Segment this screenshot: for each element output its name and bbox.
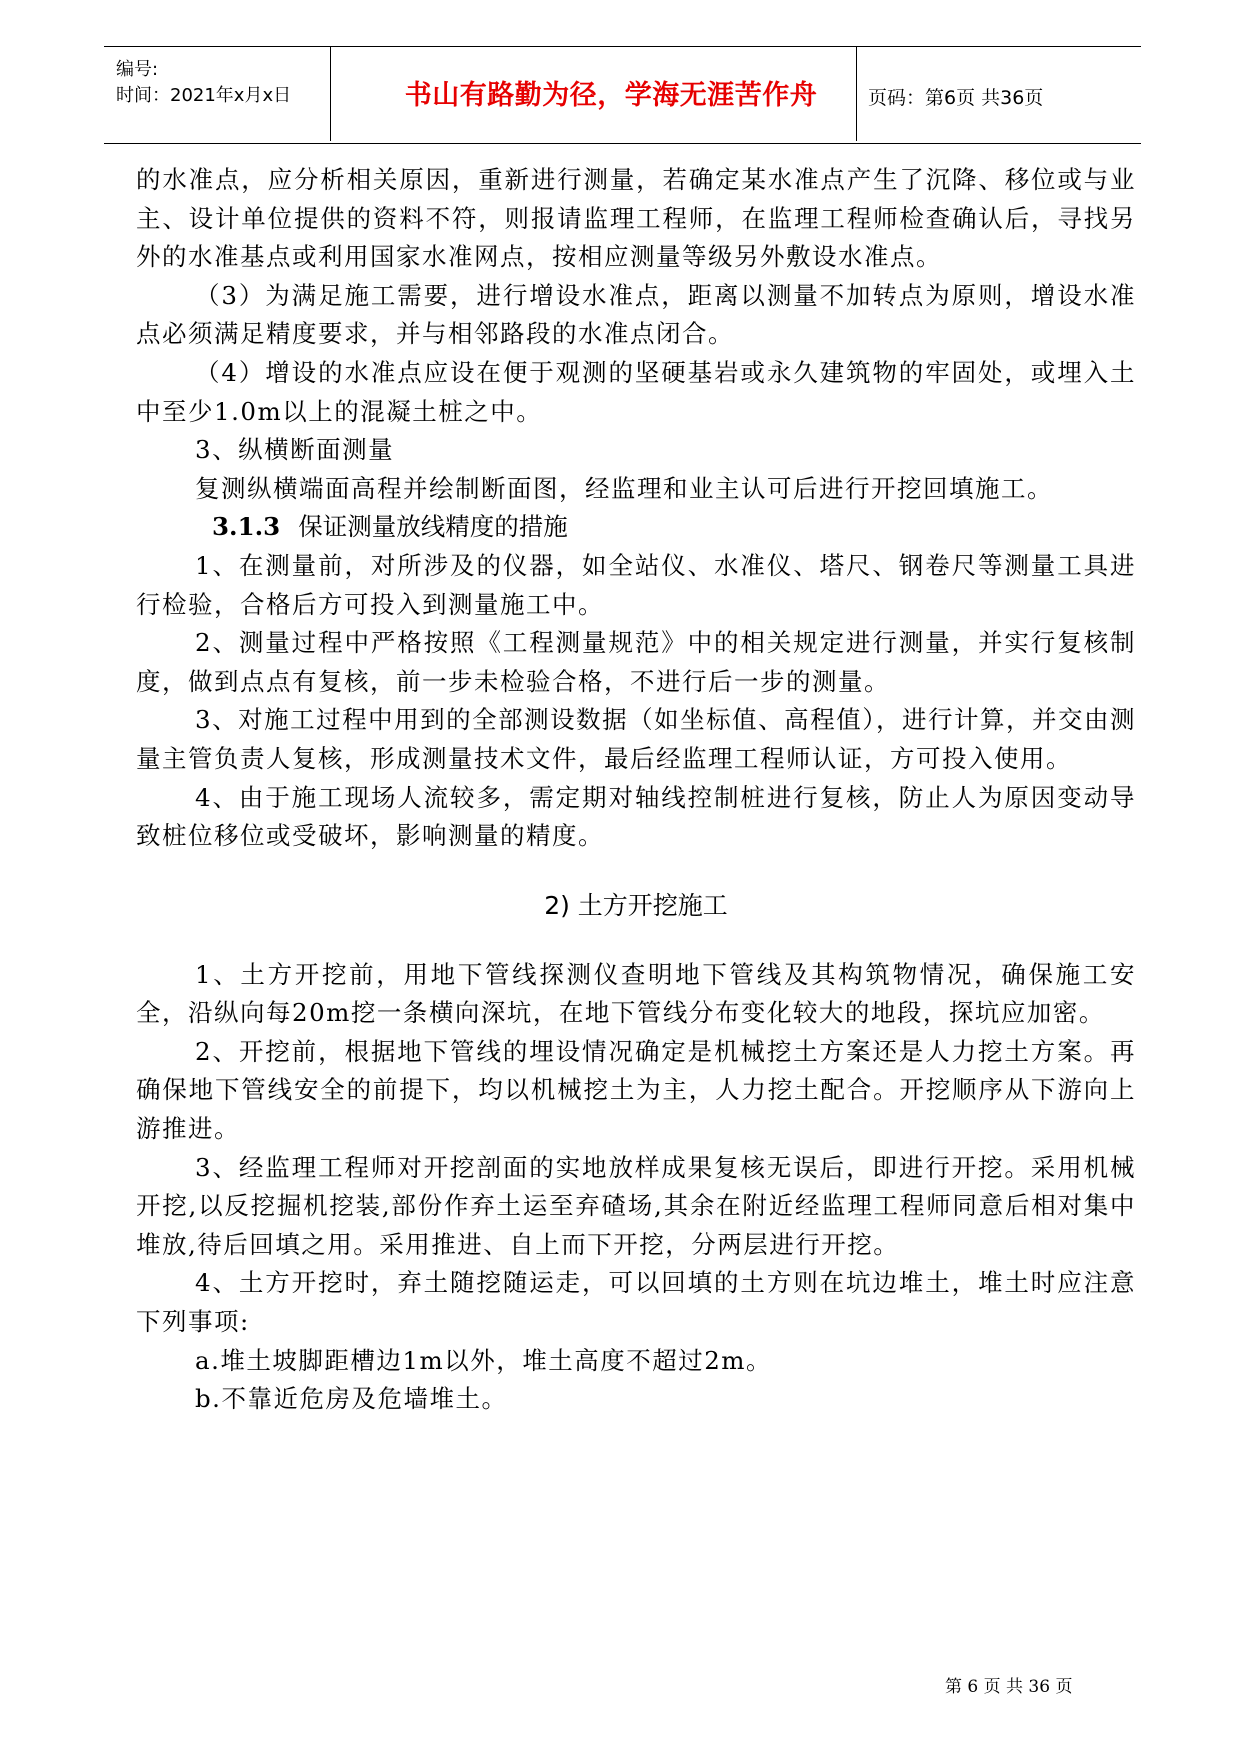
paragraph-section-survey: 复测纵横端面高程并绘制断面图，经监理和业主认可后进行开挖回填施工。 <box>195 473 1053 503</box>
paragraph-section-survey-title: 3、纵横断面测量 <box>195 435 395 465</box>
header-motto: 书山有路勤为径，学海无涯苦作舟 <box>404 80 818 111</box>
subheading-measurement-accuracy <box>136 508 1136 547</box>
date-label: 时间：2021年x月x日 <box>116 85 292 106</box>
doc-number-label: 编号: <box>116 59 159 80</box>
paragraph-benchmark-check: 的水准点，应分析相关原因，重新进行测量，若确定某水准点产生了沉降、移位或与业主、设计单位提供的资料不符，则报请监理工程师，在监理工程师检查确认后，寻找另外的水准基点或利用国家水准网点，按相应测量等级另外敷设水准点。 <box>136 165 1136 272</box>
paragraph-accuracy-3: 3、对施工过程中用到的全部测设数据（如坐标值、高程值），进行计算，并交由测量主管负责人复核，形成测量技术文件，最后经监理工程师认证，方可投入使用。 <box>136 705 1136 773</box>
paragraph-excavation-4: 4、土方开挖时，弃土随挖随运走，可以回填的土方则在坑边堆土，堆土时应注意下列事项: <box>136 1268 1136 1337</box>
page-footer: 第 6 页 共 36 页 <box>945 1677 1073 1697</box>
paragraph-excavation-item-a: a.堆土坡脚距槽边1m以外，堆土高度不超过2m。 <box>195 1345 773 1375</box>
paragraph-excavation-item-b: b.不靠近危房及危墙堆土。 <box>195 1384 508 1414</box>
header-divider-left <box>330 47 331 141</box>
paragraph-excavation-2: 2、开挖前，根据地下管线的埋设情况确定是机械挖土方案还是人力挖土方案。再确保地下管线安全的前提下，均以机械挖土为主，人力挖土配合。开挖顺序从下游向上游推进。 <box>136 1036 1136 1144</box>
paragraph-add-benchmark: （3）为满足施工需要，进行增设水准点，距离以测量不加转点为原则，增设水准点必须满足精度要求，并与相邻路段的水准点闭合。 <box>136 280 1136 349</box>
page-header <box>104 46 1141 144</box>
document-body <box>136 161 1136 1419</box>
subheading-title: 保证测量放线精度的措施 <box>298 512 568 542</box>
paragraph-benchmark-location: （4）增设的水准点应设在便于观测的坚硬基岩或永久建筑物的牢固处，或埋入土中至少1.0m以上的混凝土桩之中。 <box>136 357 1136 426</box>
header-divider-right <box>856 47 857 141</box>
paragraph-accuracy-2: 2、测量过程中严格按照《工程测量规范》中的相关规定进行测量，并实行复核制度，做到点点有复核，前一步未检验合格，不进行后一步的测量。 <box>136 628 1136 696</box>
section-heading-excavation: 2) 土方开挖施工 <box>544 890 728 920</box>
header-meta <box>116 57 291 109</box>
subheading-number: 3.1.3 <box>212 512 281 542</box>
paragraph-excavation-1: 1、土方开挖前，用地下管线探测仪查明地下管线及其构筑物情况，确保施工安全，沿纵向每20m挖一条横向深坑，在地下管线分布变化较大的地段，探坑应加密。 <box>136 959 1136 1028</box>
header-page-number: 页码：第6页 共36页 <box>868 87 1044 109</box>
paragraph-accuracy-4: 4、由于施工现场人流较多，需定期对轴线控制桩进行复核，防止人为原因变动导致桩位移位或受破坏，影响测量的精度。 <box>136 782 1136 851</box>
paragraph-accuracy-1: 1、在测量前，对所涉及的仪器，如全站仪、水准仪、塔尺、钢卷尺等测量工具进行检验，合格后方可投入到测量施工中。 <box>136 550 1136 619</box>
paragraph-excavation-3: 3、经监理工程师对开挖剖面的实地放样成果复核无误后，即进行开挖。采用机械开挖,以反挖掘机挖装,部份作弃土运至弃碴场,其余在附近经监理工程师同意后相对集中堆放,待后回填之用。采用推进、自上而下开挖，分两层进行开挖。 <box>136 1152 1136 1259</box>
